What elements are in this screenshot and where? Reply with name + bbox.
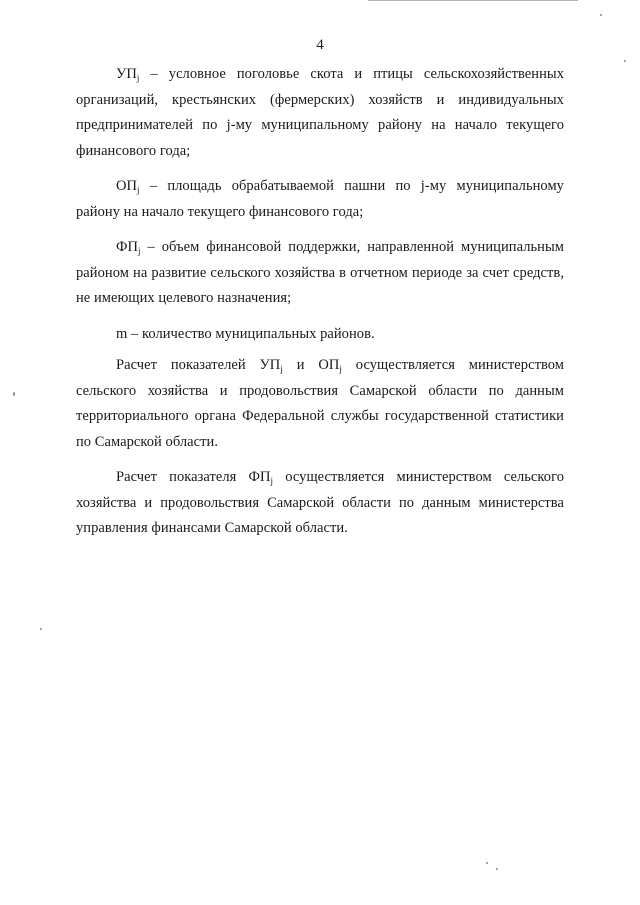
scan-speck <box>496 868 498 870</box>
term-op-subscript: j <box>137 185 140 195</box>
page-number: 4 <box>316 37 324 53</box>
definition-up <box>76 62 564 164</box>
term-fp: ФП <box>116 239 139 255</box>
calculation-up-op <box>76 353 564 455</box>
scan-speck <box>40 628 42 630</box>
calculation-up-subscript: j <box>280 364 283 374</box>
scan-speck <box>486 862 488 864</box>
definition-up-text: – условное поголовье скота и птицы сельскохозяйственных организаций, крестьянских (фермерских) хозяйств и индивидуальных предпринимателей по j-му муниципальному району на начало текущего финансового года; <box>76 66 564 159</box>
term-up: УП <box>116 66 137 82</box>
calculation-up-op-text-c: осуществляется министерством сельского хозяйства и продовольствия Самарской области по данным территориального органа Федеральной службы государственной статистики по Самарской области. <box>76 357 565 450</box>
definition-m-text: m – количество муниципальных районов. <box>116 325 375 342</box>
scan-speck <box>600 14 602 16</box>
term-op: ОП <box>116 178 138 194</box>
definition-fp-text: – объем финансовой поддержки, направленной муниципальным районом на развитие сельского хозяйства в отчетном периоде за счет средств, не имеющих целевого назначения; <box>76 239 564 306</box>
definition-op <box>76 174 564 225</box>
calculation-up-op-text-a: Расчет показателей УП <box>116 357 281 373</box>
calculation-fp-subscript: j <box>270 476 274 486</box>
calculation-op-subscript: j <box>339 364 342 374</box>
definition-op-text: – площадь обрабатываемой пашни по j-му муниципальному району на начало текущего финансового года; <box>76 178 564 220</box>
calculation-fp-text-b: осуществляется министерством сельского хозяйства и продовольствия Самарской области по данным министерства управления финансами Самарской области. <box>76 469 564 536</box>
document-body <box>76 62 564 552</box>
top-scan-line <box>368 0 578 1</box>
term-fp-subscript: j <box>138 246 141 256</box>
scan-speck <box>624 60 626 62</box>
term-up-subscript: j <box>136 73 140 83</box>
calculation-up-op-text-b: и ОП <box>282 357 340 373</box>
scan-speck <box>13 392 15 396</box>
calculation-fp <box>76 465 564 542</box>
calculation-fp-text-a: Расчет показателя ФП <box>116 469 271 485</box>
definition-fp <box>76 235 564 312</box>
definition-m <box>76 322 564 348</box>
